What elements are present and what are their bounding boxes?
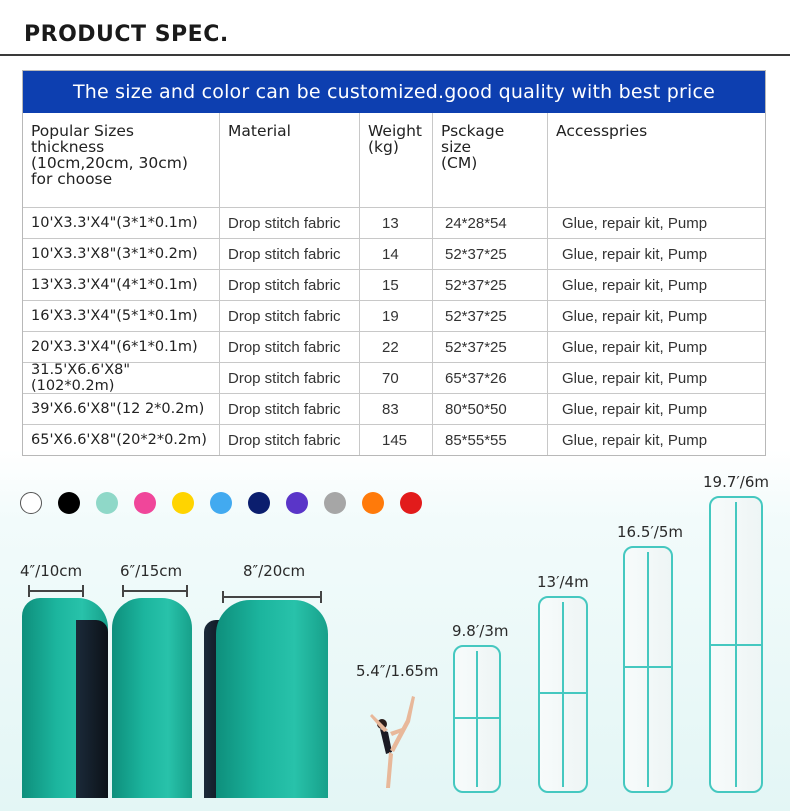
color-swatches: [20, 492, 422, 514]
cell-material: Drop stitch fabric: [219, 270, 359, 300]
cell-package-size: 52*37*25: [432, 332, 547, 362]
dimension-line-icon: [222, 596, 322, 598]
length-label-3m: 9.8′/3m: [452, 622, 509, 640]
cell-package-size: 24*28*54: [432, 208, 547, 238]
mat-5m: [623, 546, 673, 793]
length-label-6m: 19.7′/6m: [703, 473, 770, 491]
mat-profile-15cm: [112, 598, 192, 798]
cell-material: Drop stitch fabric: [219, 425, 359, 455]
table-row: [23, 331, 765, 362]
cell-weight: 19: [359, 301, 432, 331]
cell-weight: 15: [359, 270, 432, 300]
cell-accessories: Glue, repair kit, Pump: [547, 425, 765, 455]
cell-package-size: 52*37*25: [432, 301, 547, 331]
table-row: [23, 269, 765, 300]
page-heading: PRODUCT SPEC.: [24, 22, 229, 47]
thickness-label-20cm: 8″/20cm: [243, 562, 306, 580]
cell-weight: 145: [359, 425, 432, 455]
color-swatch[interactable]: [20, 492, 42, 514]
gymnast-silhouette-icon: [362, 688, 422, 792]
length-label-4m: 13′/4m: [537, 573, 589, 591]
dimension-line-icon: [122, 590, 188, 592]
cell-weight: 83: [359, 394, 432, 424]
cell-accessories: Glue, repair kit, Pump: [547, 363, 765, 393]
cell-material: Drop stitch fabric: [219, 239, 359, 269]
length-label-5m: 16.5′/5m: [617, 523, 684, 541]
cell-size: 39'X6.6'X8"(12 2*0.2m): [31, 401, 205, 417]
table-row: [23, 238, 765, 269]
thickness-label-10cm: 4″/10cm: [20, 562, 83, 580]
header-weight: Weight (kg): [359, 113, 432, 207]
color-swatch[interactable]: [324, 492, 346, 514]
mat-4m: [538, 596, 588, 793]
header-package-size: Psckage size (CM): [432, 113, 547, 207]
cell-accessories: Glue, repair kit, Pump: [547, 301, 765, 331]
mat-profile-20cm: [216, 600, 328, 798]
table-banner: The size and color can be customized.good quality with best price: [23, 71, 765, 113]
cell-size: 20'X3.3'X4"(6*1*0.1m): [31, 339, 198, 355]
cell-package-size: 52*37*25: [432, 270, 547, 300]
cell-package-size: 65*37*26: [432, 363, 547, 393]
color-swatch[interactable]: [362, 492, 384, 514]
color-swatch[interactable]: [134, 492, 156, 514]
cell-size: 65'X6.6'X8"(20*2*0.2m): [31, 432, 207, 448]
cell-material: Drop stitch fabric: [219, 394, 359, 424]
cell-material: Drop stitch fabric: [219, 208, 359, 238]
cell-size: 13'X3.3'X4"(4*1*0.1m): [31, 277, 198, 293]
cell-size: 10'X3.3'X4"(3*1*0.1m): [31, 215, 198, 231]
mat-profile-shadow: [76, 620, 108, 798]
dimension-line-icon: [28, 590, 84, 592]
table-row: [23, 300, 765, 331]
spec-table: [22, 70, 766, 456]
cell-weight: 22: [359, 332, 432, 362]
table-row: [23, 393, 765, 424]
cell-material: Drop stitch fabric: [219, 363, 359, 393]
cell-material: Drop stitch fabric: [219, 332, 359, 362]
color-swatch[interactable]: [96, 492, 118, 514]
cell-size: 16'X3.3'X4"(5*1*0.1m): [31, 308, 198, 324]
color-swatch[interactable]: [210, 492, 232, 514]
cell-accessories: Glue, repair kit, Pump: [547, 208, 765, 238]
cell-package-size: 52*37*25: [432, 239, 547, 269]
color-swatch[interactable]: [172, 492, 194, 514]
header-material: Material: [219, 113, 359, 207]
thickness-label-15cm: 6″/15cm: [120, 562, 183, 580]
cell-accessories: Glue, repair kit, Pump: [547, 394, 765, 424]
length-label-1-65m: 5.4″/1.65m: [356, 662, 439, 680]
header-sizes: Popular Sizes thickness (10cm,20cm, 30cm) for choose: [31, 122, 188, 188]
header-accessories: Accesspries: [547, 113, 765, 207]
table-row: [23, 424, 765, 455]
cell-weight: 14: [359, 239, 432, 269]
cell-accessories: Glue, repair kit, Pump: [547, 270, 765, 300]
color-swatch[interactable]: [58, 492, 80, 514]
color-swatch[interactable]: [248, 492, 270, 514]
mat-3m: [453, 645, 501, 793]
table-row: [23, 207, 765, 238]
cell-accessories: Glue, repair kit, Pump: [547, 239, 765, 269]
cell-package-size: 85*55*55: [432, 425, 547, 455]
heading-divider: [0, 54, 790, 56]
table-body: [23, 207, 765, 455]
cell-accessories: Glue, repair kit, Pump: [547, 332, 765, 362]
table-row: [23, 362, 765, 393]
cell-weight: 13: [359, 208, 432, 238]
cell-material: Drop stitch fabric: [219, 301, 359, 331]
color-swatch[interactable]: [400, 492, 422, 514]
cell-size: 10'X3.3'X8"(3*1*0.2m): [31, 246, 198, 262]
color-swatch[interactable]: [286, 492, 308, 514]
cell-size: 31.5'X6.6'X8"(102*0.2m): [31, 362, 131, 394]
mat-6m: [709, 496, 763, 793]
cell-package-size: 80*50*50: [432, 394, 547, 424]
cell-weight: 70: [359, 363, 432, 393]
table-header-row: [23, 113, 765, 207]
